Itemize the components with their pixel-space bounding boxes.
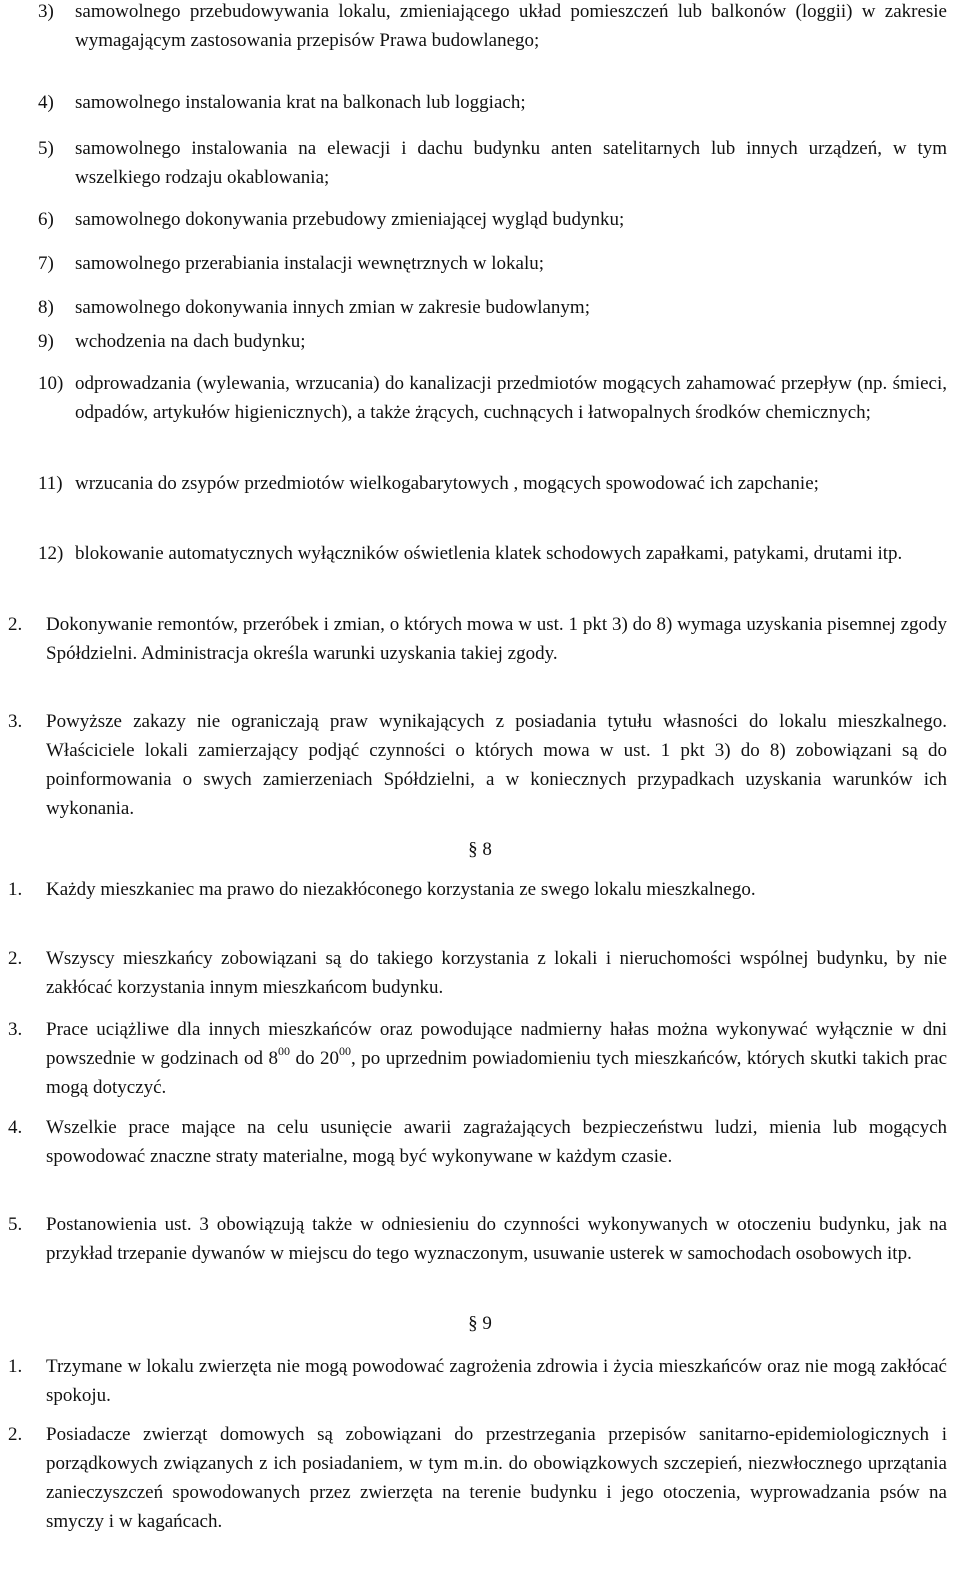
list-item xyxy=(0,88,947,117)
item-number: 4) xyxy=(38,92,54,113)
list-item xyxy=(0,205,947,234)
section-heading xyxy=(0,1309,960,1338)
point-number: 1. xyxy=(8,879,23,900)
section-number: 9 xyxy=(482,1313,492,1334)
item-number: 9) xyxy=(38,331,54,352)
paragraph-point xyxy=(0,1420,947,1536)
point-text: Prace uciążliwe dla innych mieszkańców oraz powodujące nadmierny hałas można wykonywać wyłącznie w dni powszednie w godzinach od $8^{00}$ do $20^{00}$, po uprzednim powiadomieniu tych mieszkańców, których skutki takich prac mogą dotyczyć. xyxy=(46,1019,948,1098)
item-number: 7) xyxy=(38,253,54,274)
point-text: Trzymane w lokalu zwierzęta nie mogą powodować zagrożenia zdrowia i życia mieszkańców oraz nie mogą zakłócać spokoju. xyxy=(46,1356,947,1406)
item-number: 10) xyxy=(38,373,64,394)
point-text: Dokonywanie remontów, przeróbek i zmian, o których mowa w ust. 1 pkt 3) do 8) wymaga uzyskania pisemnej zgody Spółdzielni. Administracja określa warunki uzyskania takiej zgody. xyxy=(46,614,947,664)
section-number: 8 xyxy=(482,839,492,860)
section-heading xyxy=(0,835,960,864)
point-number: 3. xyxy=(8,1019,23,1040)
item-text: odprowadzania (wylewania, wrzucania) do kanalizacji przedmiotów mogących zahamować przepływ (np. śmieci, odpadów, artykułów higienicznych), a także żrących, cuchnących i łatwopalnych środków chemicznych; xyxy=(75,373,947,423)
list-item xyxy=(0,369,947,427)
list-item xyxy=(0,134,947,192)
paragraph-point xyxy=(0,1210,947,1268)
point-number: 2. xyxy=(8,948,23,969)
paragraph-point xyxy=(0,1352,947,1410)
point-number: 3. xyxy=(8,711,23,732)
point-text: Wszyscy mieszkańcy zobowiązani są do takiego korzystania z lokali i nieruchomości wspólnej budynku, by nie zakłócać korzystania innym mieszkańcom budynku. xyxy=(46,948,947,998)
list-item xyxy=(0,293,947,322)
list-item xyxy=(0,249,947,278)
point-text: Postanowienia ust. 3 obowiązują także w odniesieniu do czynności wykonywanych w otoczeniu budynku, jak na przykład trzepanie dywanów w miejscu do tego wyznaczonym, usuwanie usterek w samochodach osobowych itp. xyxy=(46,1214,947,1264)
time-superscript: 00 xyxy=(339,1043,352,1058)
item-text: blokowanie automatycznych wyłączników oświetlenia klatek schodowych zapałkami, patykami, drutami itp. xyxy=(75,543,903,564)
list-item xyxy=(0,469,947,498)
time-superscript: 00 xyxy=(278,1043,291,1058)
paragraph-point xyxy=(0,944,947,1002)
section-symbol: § xyxy=(468,839,478,860)
section-symbol: § xyxy=(468,1313,478,1334)
item-text: samowolnego przebudowywania lokalu, zmieniającego układ pomieszczeń lub balkonów (loggii) w zakresie wymagającym zastosowania przepisów Prawa budowlanego; xyxy=(75,1,947,51)
item-text: samowolnego instalowania krat na balkonach lub loggiach; xyxy=(75,92,526,113)
point-number: 5. xyxy=(8,1214,23,1235)
item-number: 3) xyxy=(38,1,54,22)
paragraph-point xyxy=(0,1113,947,1171)
paragraph-point xyxy=(0,1015,947,1102)
paragraph-point xyxy=(0,707,947,823)
item-number: 11) xyxy=(38,473,63,494)
item-text: wrzucania do zsypów przedmiotów wielkogabarytowych , mogących spowodować ich zapchanie; xyxy=(75,473,819,494)
item-number: 8) xyxy=(38,297,54,318)
item-text: samowolnego instalowania na elewacji i dachu budynku anten satelitarnych lub innych urządzeń, w tym wszelkiego rodzaju okablowania; xyxy=(75,138,947,188)
item-number: 6) xyxy=(38,209,54,230)
list-item xyxy=(0,0,947,55)
point-text: Każdy mieszkaniec ma prawo do niezakłóconego korzystania ze swego lokalu mieszkalnego. xyxy=(46,879,756,900)
point-number: 2. xyxy=(8,614,23,635)
item-text: samowolnego przerabiania instalacji wewnętrznych w lokalu; xyxy=(75,253,545,274)
item-text: wchodzenia na dach budynku; xyxy=(75,331,306,352)
point-number: 2. xyxy=(8,1424,23,1445)
list-item xyxy=(0,327,947,356)
item-text: samowolnego dokonywania przebudowy zmieniającej wygląd budynku; xyxy=(75,209,625,230)
point-number: 1. xyxy=(8,1356,23,1377)
item-number: 5) xyxy=(38,138,54,159)
item-number: 12) xyxy=(38,543,64,564)
paragraph-point xyxy=(0,875,947,904)
point-text: Wszelkie prace mające na celu usunięcie awarii zagrażających bezpieczeństwu ludzi, mienia lub mogących spowodować znaczne straty materialne, mogą być wykonywane w każdym czasie. xyxy=(46,1117,947,1167)
list-item xyxy=(0,539,947,568)
item-text: samowolnego dokonywania innych zmian w zakresie budowlanym; xyxy=(75,297,590,318)
paragraph-point xyxy=(0,610,947,668)
point-number: 4. xyxy=(8,1117,23,1138)
point-text: Posiadacze zwierząt domowych są zobowiązani do przestrzegania przepisów sanitarno-epidemiologicznych i porządkowych związanych z ich posiadaniem, w tym m.in. do obowiązkowych szczepień, niezwłocznego uprzątania zanieczyszczeń spowodowanych przez zwierzęta na terenie budynku i jego otoczenia, wyprowadzania psów na smyczy i w kagańcach. xyxy=(46,1424,947,1532)
point-text: Powyższe zakazy nie ograniczają praw wynikających z posiadania tytułu własności do lokalu mieszkalnego. Właściciele lokali zamierzający podjąć czynności o których mowa w ust. 1 pkt 3) do 8) zobowiązani są do poinformowania o swych zamierzeniach Spółdzielni, a w koniecznych przypadkach uzyskania warunków ich wykonania. xyxy=(46,711,947,819)
